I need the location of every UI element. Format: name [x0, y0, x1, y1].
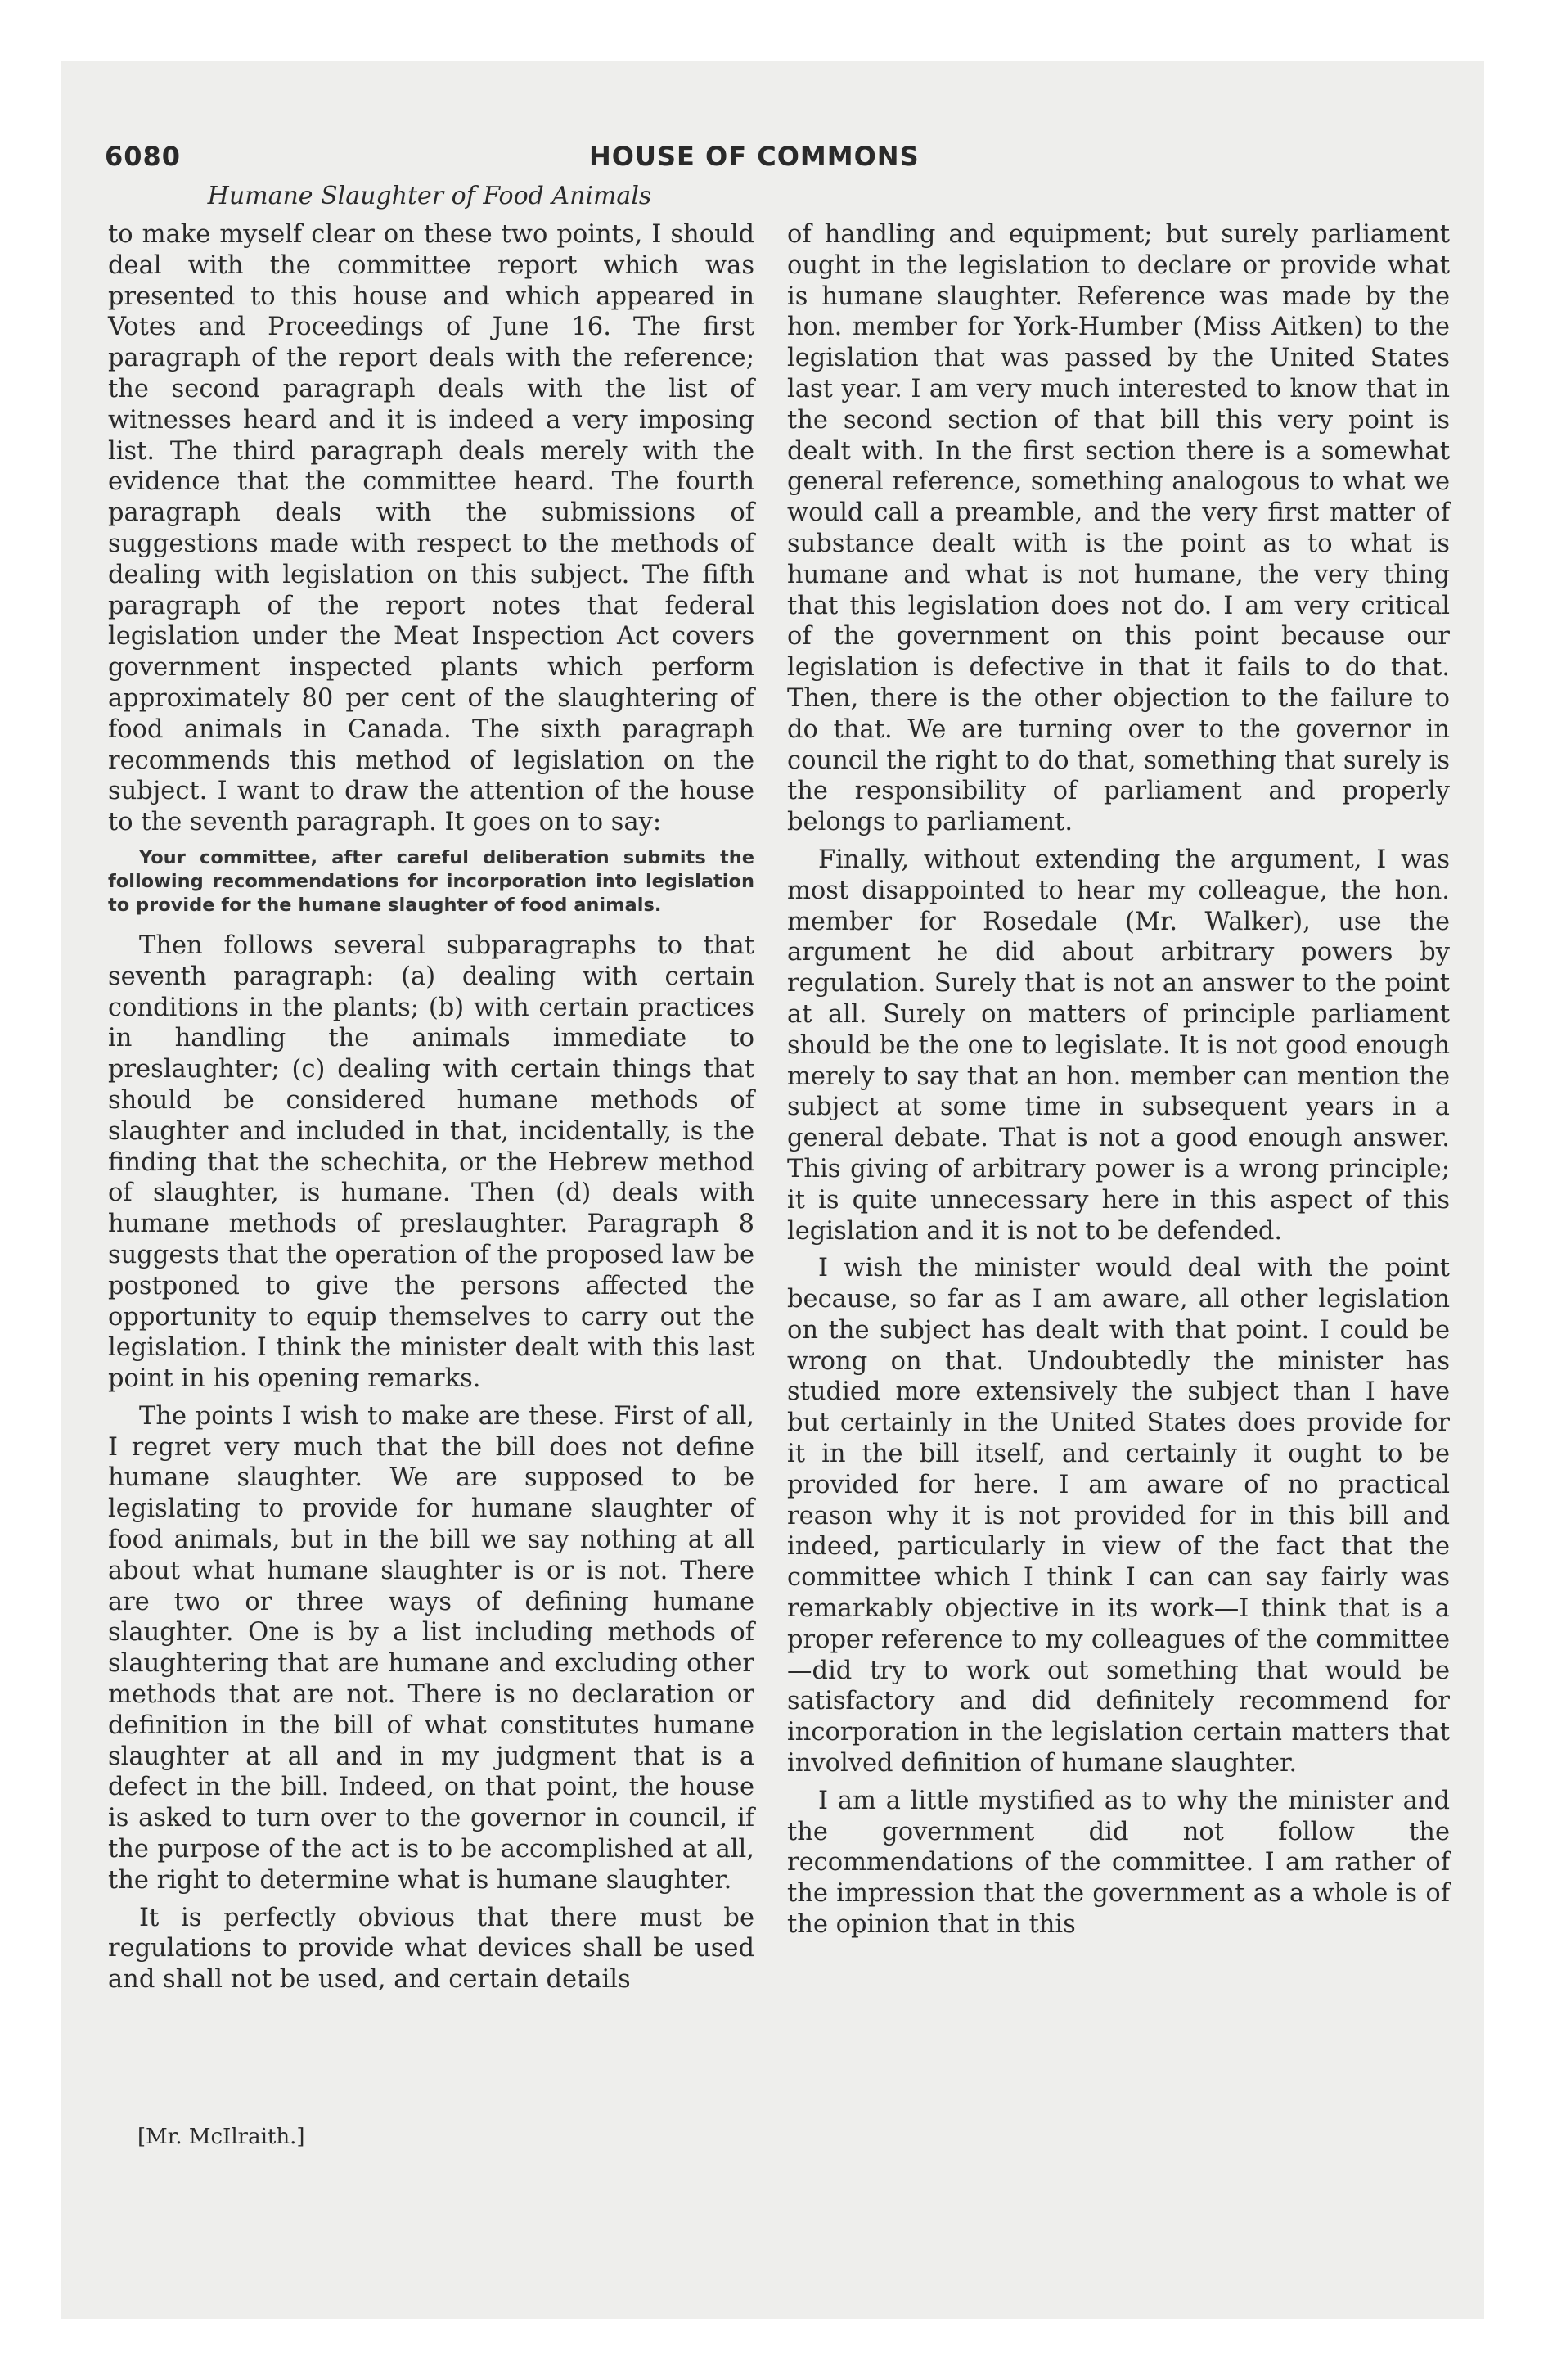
paragraph: It is perfectly obvious that there must be regulations to provide what devices shall be used and shall not be used, and certain details	[108, 1903, 754, 1995]
paragraph: I am a little mystified as to why the minister and the government did not follow the recommendations of the committee. I am rather of the impression that the government as a whole is of the opinion that in this	[787, 1786, 1450, 1940]
left-column	[108, 219, 754, 1995]
paragraph: to make myself clear on these two points, I should deal with the committee report which was presented to this house and which appeared in Votes and Proceedings of June 16. The first paragraph of the report deals with the reference; the second paragraph deals with the list of witnesses heard and it is indeed a very imposing list. The third paragraph deals merely with the evidence that the committee heard. The fourth paragraph deals with the submissions of suggestions made with respect to the methods of dealing with legislation on this subject. The fifth paragraph of the report notes that federal legislation under the Meat Inspection Act covers government inspected plants which perform approximately 80 per cent of the slaughtering of food animals in Canada. The sixth paragraph recommends this method of legislation on the subject. I want to draw the attention of the house to the seventh paragraph. It goes on to say:	[108, 220, 754, 837]
right-column	[787, 219, 1450, 1941]
paragraph: I wish the minister would deal with the point because, so far as I am aware, all other legislation on the subject has dealt with that point. I could be wrong on that. Undoubtedly the minister has studied more extensively the subject than I have but certainly in the United States does provide for it in the bill itself, and certainly it ought to be provided for here. I am aware of no practical reason why it is not provided for in this bill and indeed, particularly in view of the fact that the committee which I think I can can say fairly was remarkably objective in its work—I think that is a proper reference to my colleagues of the committee—did try to work out something that would be satisfactory and did definitely recommend for incorporation in the legislation certain matters that involved definition of humane slaughter.	[787, 1254, 1450, 1778]
paragraph: Then follows several subparagraphs to that seventh paragraph: (a) dealing with certain conditions in the plants; (b) with certain practices in handling the animals immediate to preslaughter; (c) dealing with certain things that should be considered humane methods of slaughter and included in that, incidentally, is the finding that the schechita, or the Hebrew method of slaughter, is humane. Then (d) deals with humane methods of preslaughter. Paragraph 8 suggests that the operation of the proposed law be postponed to give the persons affected the opportunity to equip themselves to carry out the legislation. I think the minister dealt with this last point in his opening remarks.	[108, 931, 754, 1394]
paragraph: of handling and equipment; but surely parliament ought in the legislation to declare or provide what is humane slaughter. Reference was made by the hon. member for York-Humber (Miss Aitken) to the legislation that was passed by the United States last year. I am very much interested to know that in the second section of that bill this very point is dealt with. In the first section there is a somewhat general reference, something analogous to what we would call a preamble, and the very first matter of substance dealt with is the point as to what is humane and what is not humane, the very thing that this legislation does not do. I am very critical of the government on this point because our legislation is defective in that it fails to do that. Then, there is the other objection to the failure to do that. We are turning over to the governor in council the right to do that, something that surely is the responsibility of parliament and properly belongs to parliament.	[787, 220, 1450, 837]
running-head: HOUSE OF COMMONS	[589, 141, 920, 172]
speaker-attribution: [Mr. McIlraith.]	[137, 2125, 305, 2149]
committee-quote: Your committee, after careful deliberation submits the following recommendations for incorporation into legislation to provide for the humane slaughter of food animals.	[108, 846, 754, 916]
paragraph: Finally, without extending the argument, I was most disappointed to hear my colleague, the hon. member for Rosedale (Mr. Walker), use the argument he did about arbitrary powers by regulation. Surely that is not an answer to the point at all. Surely on matters of principle parliament should be the one to legislate. It is not good enough merely to say that an hon. member can mention the subject at some time in subsequent years in a general debate. That is not a good enough answer. This giving of arbitrary power is a wrong principle; it is quite unnecessary here in this aspect of this legislation and it is not to be defended.	[787, 845, 1450, 1246]
subject-heading: Humane Slaughter of Food Animals	[207, 182, 652, 210]
page-number: 6080	[105, 141, 182, 172]
paragraph: The points I wish to make are these. First of all, I regret very much that the bill does not define humane slaughter. We are supposed to be legislating to provide for humane slaughter of food animals, but in the bill we say nothing at all about what humane slaughter is or is not. There are two or three ways of defining humane slaughter. One is by a list including methods of slaughtering that are humane and excluding other methods that are not. There is no declaration or definition in the bill of what constitutes humane slaughter at all and in my judgment that is a defect in the bill. Indeed, on that point, the house is asked to turn over to the governor in council, if the purpose of the act is to be accomplished at all, the right to determine what is humane slaughter.	[108, 1401, 754, 1895]
